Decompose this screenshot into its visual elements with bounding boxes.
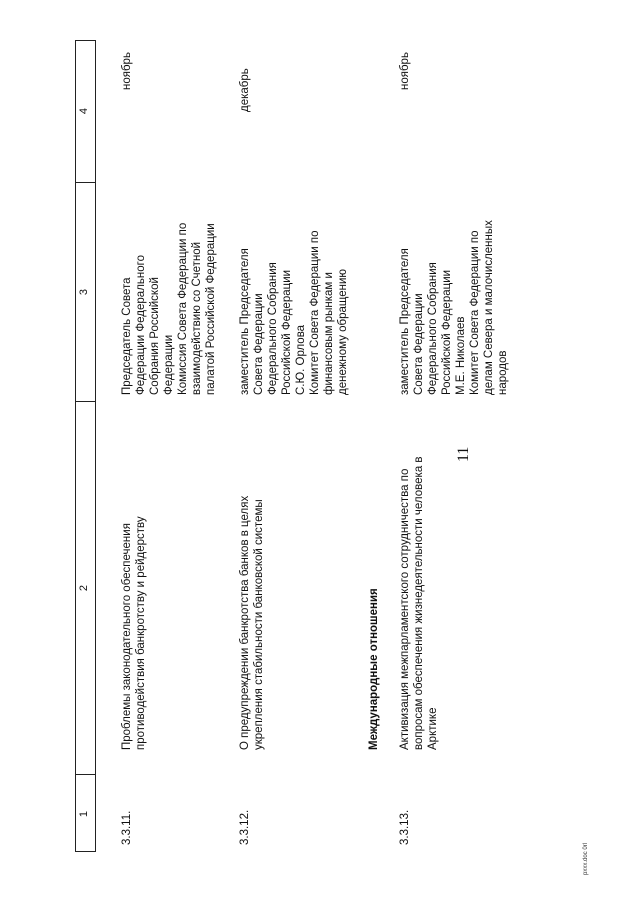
row-number: 3.3.13. — [399, 809, 411, 845]
col-header-2: 2 — [78, 584, 90, 592]
table-header-bottom-rule — [95, 40, 96, 852]
table-left-rule — [75, 851, 96, 852]
row-number: 3.3.11. — [121, 810, 133, 845]
row-title: О предупреждении банкротства банков в целях укрепления стабильности банковской системы — [239, 495, 265, 750]
col-header-1: 1 — [78, 810, 90, 818]
row-term: ноябрь — [399, 52, 411, 90]
row-term: ноябрь — [121, 52, 133, 90]
col-divider-1 — [75, 774, 96, 775]
col-header-4: 4 — [78, 107, 90, 115]
table-right-rule — [75, 40, 96, 41]
page-number: 11 — [455, 446, 472, 462]
table-top-rule — [75, 40, 76, 852]
row-term: декабрь — [239, 68, 251, 112]
row-number: 3.3.12. — [239, 809, 251, 845]
file-reference: pххх.doc 0rl — [583, 842, 589, 875]
row-responsible: заместитель Председателя Совета Федерации Федерального Собрания Российской Федерации М.Е. Николаев Комитет Совета Федерации по делам Севера и малочисленных народов — [399, 220, 509, 395]
row-title: Проблемы законодательного обеспечения противодействия банкротству и рейдерству — [121, 516, 147, 750]
section-title: Международные отношения — [368, 588, 380, 750]
row-responsible: Председатель Совета Федерации Федерального Собрания Российской Федерации Комиссия Совета Федерации по взаимодействию со Счетной палатой Российской Федерации — [121, 222, 217, 395]
row-responsible: заместитель Председателя Совета Федерации Федерального Собрания Российской Федерации С.Ю. Орлова Комитет Совета Федерации по финансовым рынкам и денежному обращению — [239, 230, 349, 395]
col-header-3: 3 — [78, 288, 90, 296]
col-divider-3 — [75, 182, 96, 183]
row-title: Активизация межпарламентского сотрудничества по вопросам обеспечения жизнедеятельности человека в Арктике — [399, 456, 439, 750]
col-divider-2 — [75, 401, 96, 402]
